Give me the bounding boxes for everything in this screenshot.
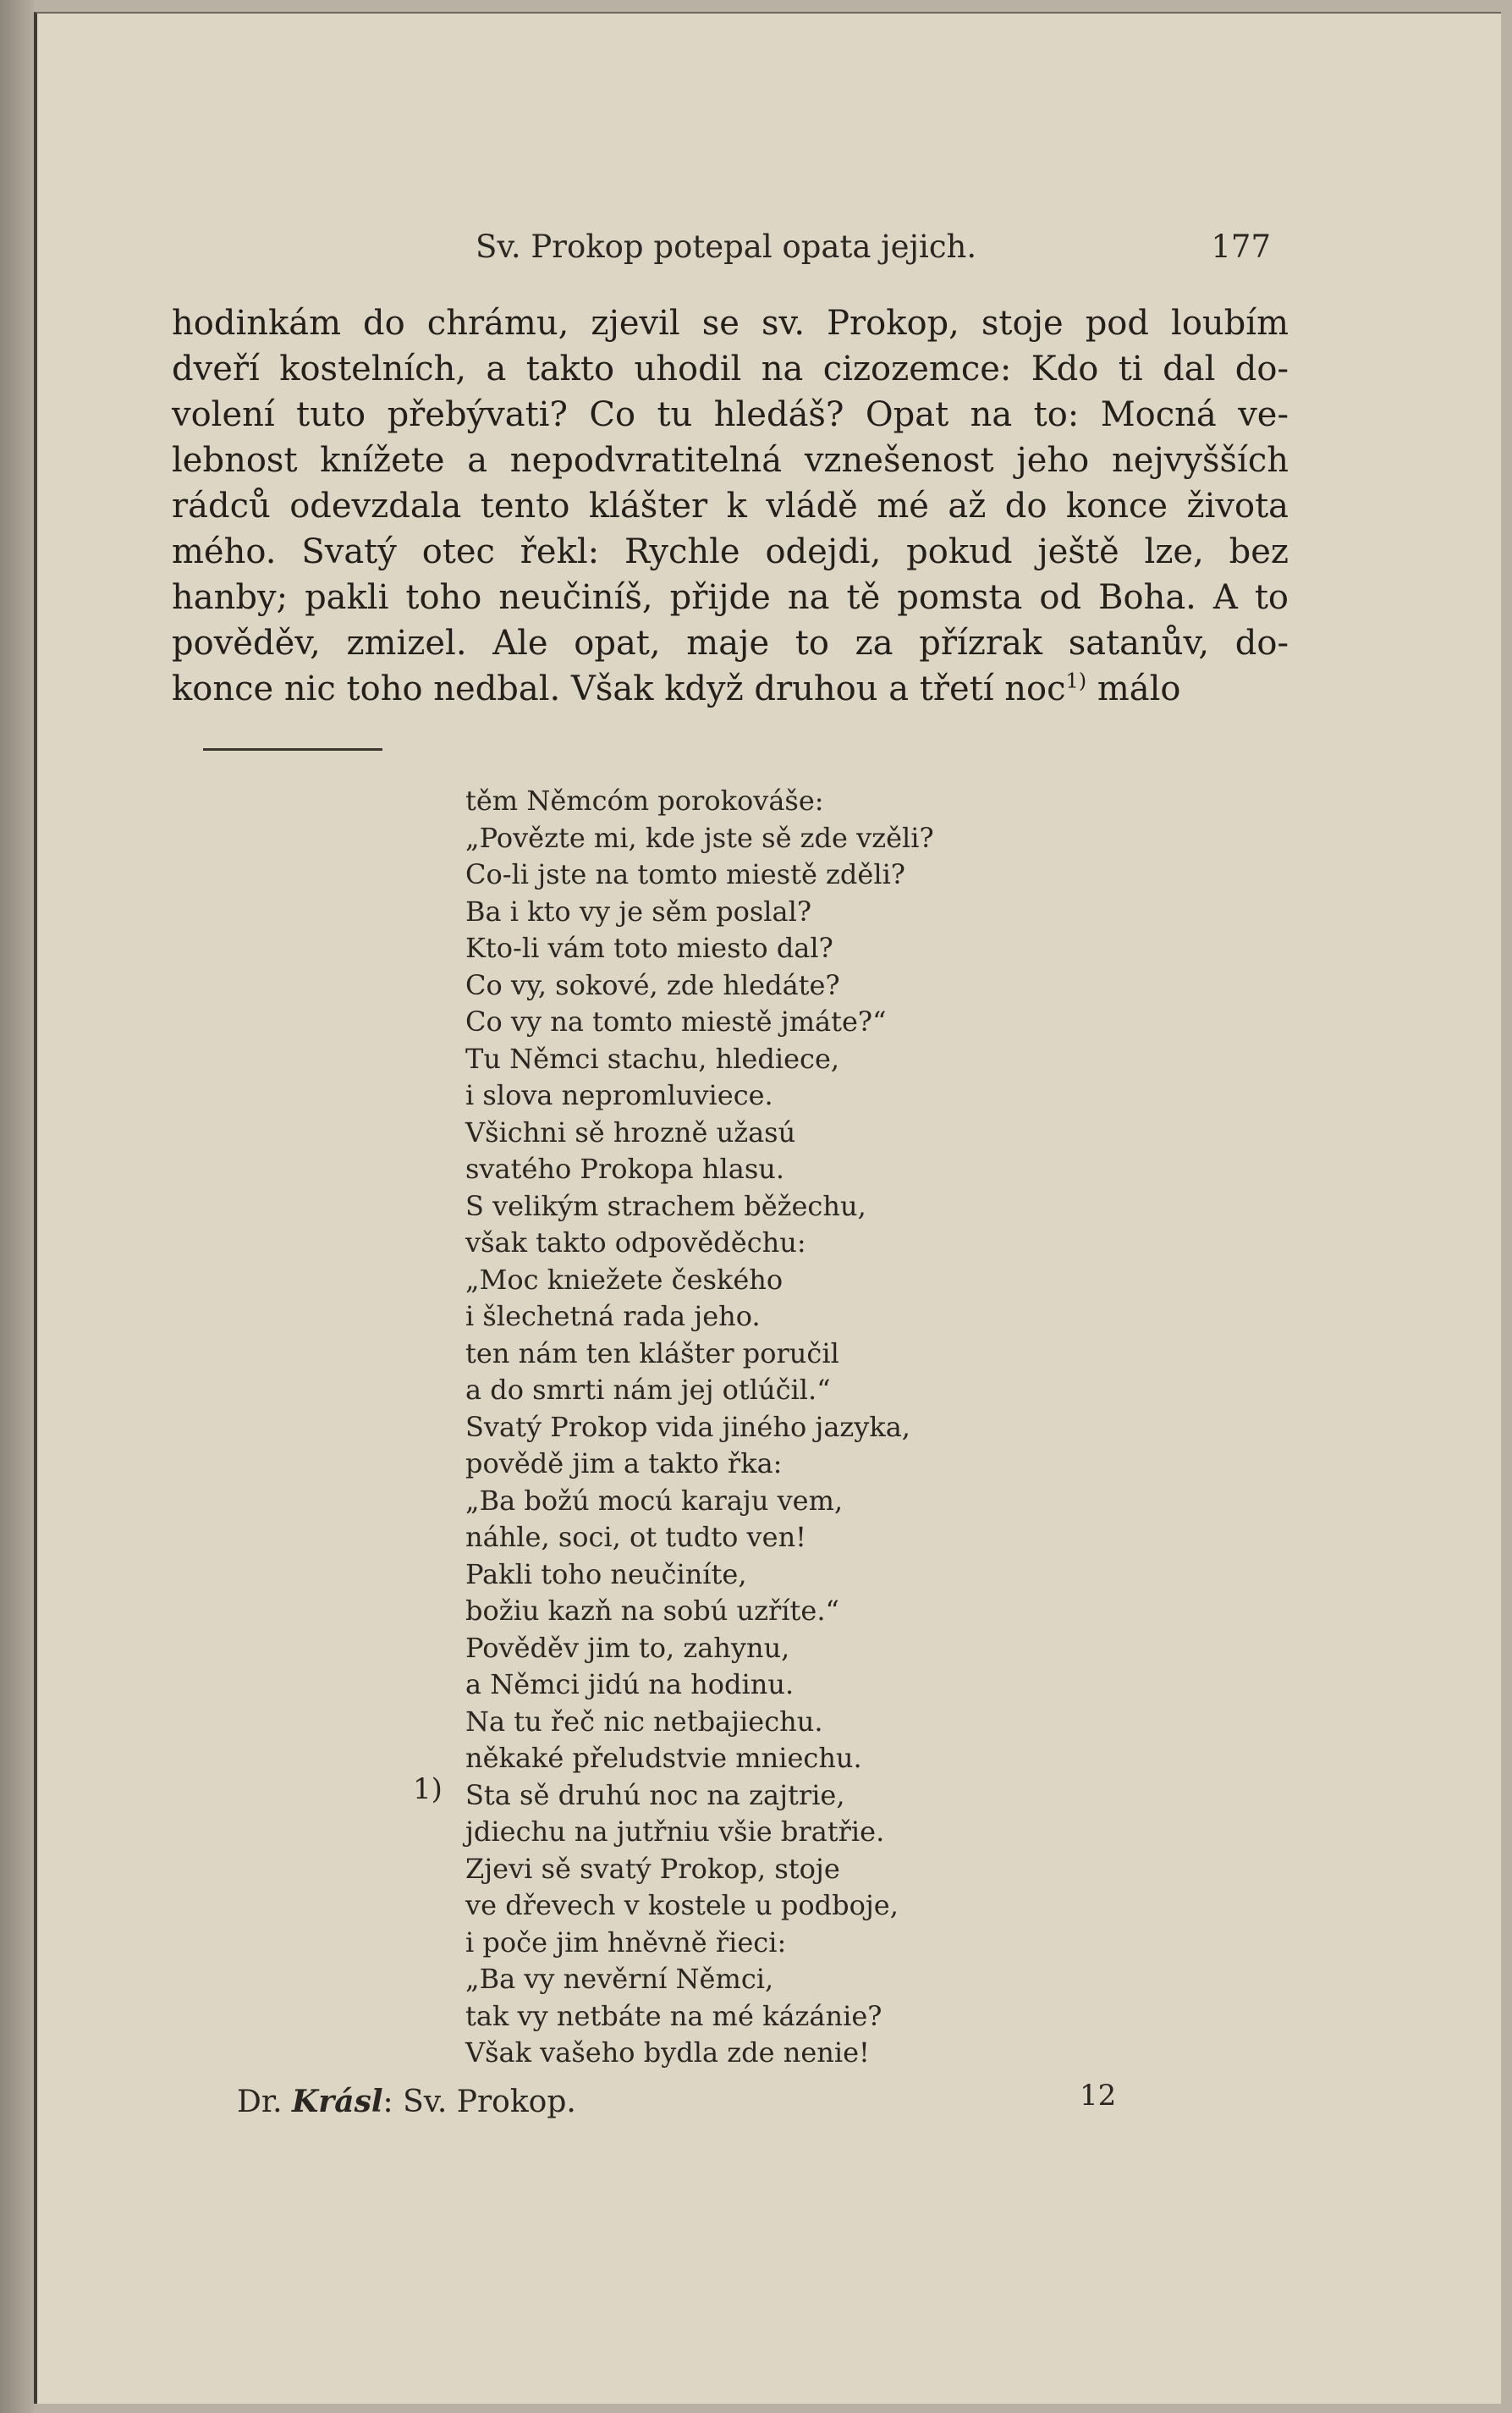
poem-line: Co vy na tomto miestě jmáte?“: [465, 1005, 887, 1038]
text-line-last: [172, 666, 1289, 712]
poem-line: jdiechu na jutřniu všie bratřie.: [465, 1815, 885, 1848]
footer-suffix: : Sv. Prokop.: [382, 2085, 576, 2119]
footnote-separator: [203, 748, 382, 751]
book-spine: [0, 0, 34, 2413]
poem-line: Co-li jste na tomto miestě zděli?: [465, 858, 905, 890]
poem-line: někaké přeludstvie mniechu.: [465, 1742, 862, 1774]
poem-line: Co vy, sokové, zde hledáte?: [465, 968, 840, 1001]
poem-line: těm Němcóm porokováše:: [465, 785, 824, 817]
poem-line: Pověděv jim to, zahynu,: [465, 1631, 790, 1664]
poem-line: i poče jim hněvně řieci:: [465, 1925, 787, 1958]
running-title: Sv. Prokop potepal opata jejich.: [476, 229, 977, 265]
poem-line: Na tu řeč nic netbajiechu.: [465, 1705, 823, 1738]
poem-line: však takto odpověděchu:: [465, 1226, 806, 1259]
poem-line: Kto-li vám toto miesto dal?: [465, 932, 833, 964]
poem-line: Všichni sě hrozně užasú: [465, 1116, 796, 1149]
poem-line: Zjevi sě svatý Prokop, stoje: [465, 1852, 840, 1885]
poem-line: náhle, soci, ot tudto ven!: [465, 1521, 807, 1553]
text-line: pověděv, zmizel. Ale opat, maje to za přízrak satanův, do-: [172, 624, 1289, 663]
text-line: volení tuto přebývati? Co tu hledáš? Opat na to: Mocná ve-: [172, 395, 1289, 434]
poem-line: i slova nepromluviece.: [465, 1079, 773, 1111]
text-line: dveří kostelních, a takto uhodil na cizozemce: Kdo ti dal do-: [172, 350, 1289, 388]
text-line: lebnost knížete a nepodvratitelná vznešenost jeho nejvyšších: [172, 441, 1289, 480]
poem-line: Sta sě druhú noc na zajtrie,: [465, 1778, 845, 1811]
poem-line: povědě jim a takto řka:: [465, 1447, 783, 1479]
last-line-end: málo: [1086, 669, 1181, 708]
poem-line: „Povězte mi, kde jste sě zde vzěli?: [465, 821, 934, 854]
poem-line: S velikým strachem běžechu,: [465, 1189, 866, 1222]
footnote-poem: [465, 783, 934, 2072]
poem-line: Tu Němci stachu, hlediece,: [465, 1042, 840, 1075]
poem-line: ve dřevech v kostele u podboje,: [465, 1889, 899, 1921]
text-line: rádců odevzdala tento klášter k vládě mé až do konce života: [172, 487, 1289, 526]
poem-line: „Moc kniežete českého: [465, 1263, 783, 1296]
page-number: 177: [1211, 229, 1271, 265]
footer-prefix: Dr.: [237, 2085, 293, 2119]
footnote-reference: 1): [1065, 669, 1087, 693]
last-line-text: konce nic toho nedbal. Však když druhou a třetí noc: [172, 669, 1066, 708]
poem-line: Pakli toho neučiníte,: [465, 1557, 747, 1590]
poem-line: a do smrti nám jej otlúčil.“: [465, 1374, 831, 1406]
footer-author: Krásl: [292, 2084, 383, 2119]
text-line: mého. Svatý otec řekl: Rychle odejdi, pokud ještě lze, bez: [172, 532, 1289, 571]
text-line: hanby; pakli toho neučiníš, přijde na tě pomsta od Boha. A to: [172, 578, 1289, 617]
main-text: [172, 300, 1289, 712]
text-line: hodinkám do chrámu, zjevil se sv. Prokop, stoje pod loubím: [172, 304, 1289, 343]
poem-line: ten nám ten klášter poručil: [465, 1336, 839, 1369]
poem-line: tak vy netbáte na mé kázánie?: [465, 1999, 882, 2032]
poem-line: „Ba božú mocú karaju vem,: [465, 1484, 844, 1517]
poem-line: i šlechetná rada jeho.: [465, 1300, 761, 1332]
poem-line: a Němci jidú na hodinu.: [465, 1668, 794, 1700]
footer-signature: [237, 2084, 576, 2119]
poem-line: božiu kazň na sobú uzříte.“: [465, 1595, 839, 1627]
signature-mark: 12: [1080, 2079, 1117, 2113]
poem-line: svatého Prokopa hlasu.: [465, 1153, 785, 1185]
poem-line: „Ba vy nevěrní Němci,: [465, 1963, 774, 1995]
poem-line: Svatý Prokop vida jiného jazyka,: [465, 1410, 910, 1443]
footnote-mark: 1): [413, 1772, 443, 1806]
poem-line: Však vašeho bydla zde nenie!: [465, 2036, 870, 2069]
poem-line: Ba i kto vy je sěm poslal?: [465, 895, 811, 928]
